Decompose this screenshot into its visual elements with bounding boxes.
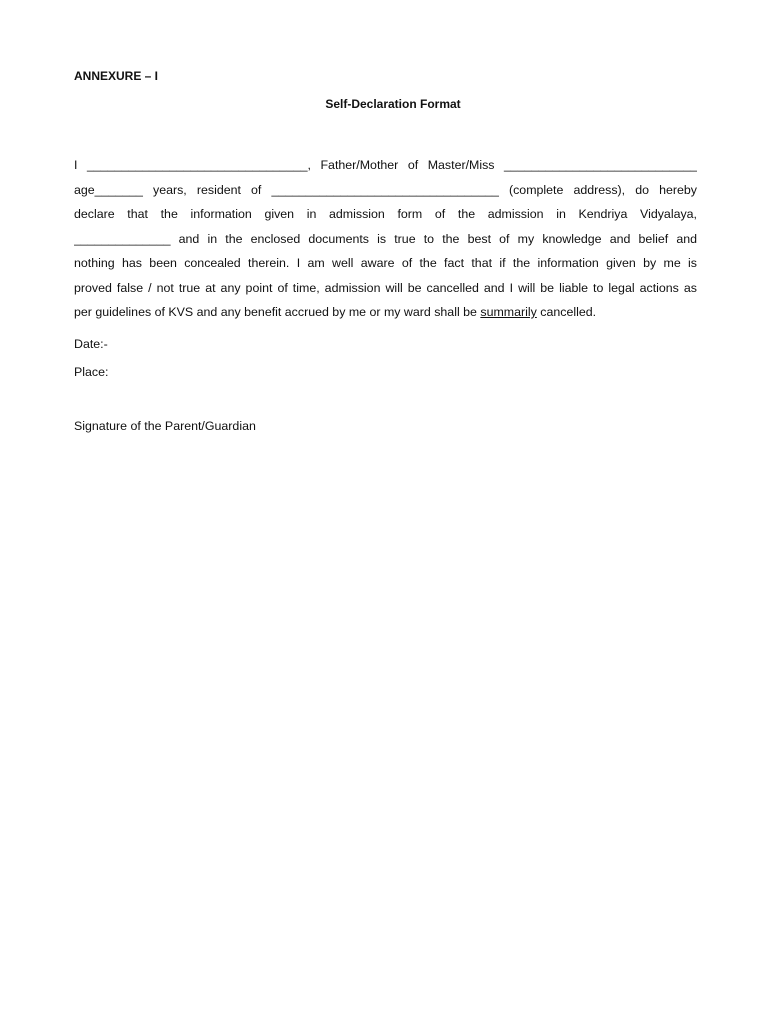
underlined-word: summarily	[480, 305, 537, 319]
last-line-text-after: cancelled.	[536, 305, 597, 319]
paragraph-line: nothing has been concealed therein. I am well aware of the fact that if the information given by me is	[74, 256, 697, 270]
paragraph-last-line	[74, 300, 697, 325]
annexure-heading: ANNEXURE – I	[74, 69, 159, 83]
paragraph-line: ______________ and in the enclosed documents is true to the best of my knowledge and belief and	[74, 231, 697, 246]
declaration-paragraph	[74, 153, 697, 325]
last-line-text-before: per guidelines of KVS and any benefit accrued by me or my ward shall be	[74, 305, 481, 319]
paragraph-line: proved false / not true at any point of time, admission will be cancelled and I will be liable to legal actions as	[74, 280, 697, 295]
document-title: Self-Declaration Format	[325, 97, 461, 111]
signature-label: Signature of the Parent/Guardian	[74, 419, 256, 433]
paragraph-line: declare that the information given in admission form of the admission in Kendriya Vidyalaya,	[74, 207, 697, 221]
date-label: Date:-	[74, 337, 108, 351]
place-label: Place:	[74, 365, 109, 379]
paragraph-line: age_______ years, resident of _________________________________ (complete address), do hereby	[74, 182, 697, 197]
paragraph-line: I ________________________________, Father/Mother of Master/Miss ____________________________	[74, 158, 697, 172]
